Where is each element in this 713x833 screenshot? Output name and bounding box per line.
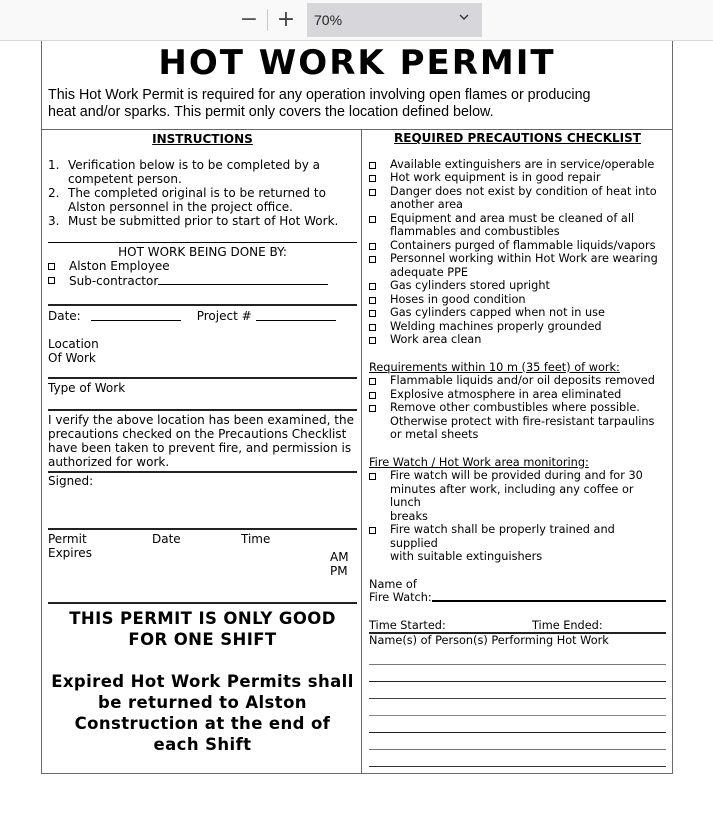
project-label: Project # [196,309,252,323]
item-text: with suitable extinguishers [390,550,543,563]
verification-text [48,413,357,469]
item-text: Gas cylinders capped when not in use [390,306,605,319]
precautions-checklist [369,158,666,347]
notice-line: each Shift [153,735,252,754]
notice-line: be returned to Alston [98,693,307,712]
checkbox-icon[interactable] [369,337,376,344]
checklist-item[interactable] [369,388,666,402]
divider [48,528,357,530]
am-pm-label [330,532,349,578]
item-number: 1. [48,158,60,172]
precautions-column [362,130,672,773]
item-text: or metal sheets [390,428,479,441]
instruction-item [48,158,357,186]
time-started-label: Time Started: [369,618,446,632]
checkbox-icon[interactable] [369,283,376,290]
expired-notice [48,671,357,755]
option-label: Alston Employee [69,259,170,273]
pdf-toolbar [0,0,713,41]
checkbox-icon[interactable] [369,189,376,196]
zoom-value: 70% [314,12,343,28]
checklist-item[interactable] [369,212,666,239]
expires-date-label: Date [152,532,181,546]
notice-line: Construction at the end of [74,714,331,733]
item-text: Danger does not exist by condition of heat into [390,184,657,198]
instructions-column [42,130,362,773]
intro-line: heat and/or sparks. This permit only covers the location defined below. [48,104,494,120]
checklist-item[interactable] [369,469,666,523]
time-row [369,619,666,633]
zoom-out-button[interactable]: − [239,7,259,32]
item-text: breaks [390,509,428,523]
item-text: adequate PPE [390,265,469,279]
checkbox-icon[interactable] [369,297,376,304]
date-row [48,309,357,323]
permit-expires-label [48,532,152,578]
item-text: another area [390,198,463,211]
zoom-select[interactable] [307,3,482,37]
item-text: Hot work equipment is in good repair [390,171,601,184]
checklist-item[interactable] [369,252,666,279]
checklist-item[interactable] [369,523,666,564]
notice-line: Expired Hot Work Permits shall [51,672,354,691]
instruction-item [48,186,357,214]
instruction-text: The completed original is to be returned to [68,186,326,200]
sub-contractor-field[interactable] [158,273,328,285]
instruction-text: Verification below is to be completed by a [68,158,320,172]
permit-expires-row [48,532,357,578]
checkbox-icon[interactable] [48,263,55,270]
item-text: Gas cylinders stored upright [390,279,550,292]
done-by-heading: HOT WORK BEING DONE BY: [118,245,287,259]
item-text: Remove other combustibles where possible. [390,401,640,414]
checkbox-icon[interactable] [369,392,376,399]
checkbox-icon[interactable] [369,378,376,385]
am-label: AM [330,550,349,564]
done-by-options [48,259,357,288]
option-sub-contractor[interactable] [48,273,357,288]
intro-text [42,83,672,130]
checkbox-icon[interactable] [369,310,376,317]
project-field[interactable] [256,309,336,321]
checkbox-icon[interactable] [369,243,376,250]
instruction-item [48,214,357,228]
label-text: Permit [48,532,87,546]
checklist-item[interactable] [369,293,666,307]
item-text: flammables and combustibles [390,225,560,238]
item-text: Hoses in good condition [390,292,526,306]
date-field[interactable] [91,309,181,321]
divider [48,242,357,243]
checkbox-icon[interactable] [369,256,376,263]
item-text: minutes after work, including any coffee or lunch [390,482,634,509]
name-line[interactable] [369,664,666,665]
label-text: Of Work [48,351,96,365]
item-number: 2. [48,186,60,200]
checklist-item[interactable] [369,171,666,185]
location-label [48,337,357,365]
checklist-item[interactable] [369,158,666,172]
page-title: HOT WORK PERMIT [158,43,556,83]
pm-label: PM [330,564,348,578]
checklist-item[interactable] [369,320,666,334]
precautions-heading: REQUIRED PRECAUTIONS CHECKLIST [394,131,641,145]
item-text: Otherwise protect with fire-resistant tarpaulins [390,414,655,428]
item-text: Fire watch will be provided during and for 30 [390,469,643,482]
divider [48,304,357,306]
item-text: Welding machines properly grounded [390,319,602,333]
checkbox-icon[interactable] [369,527,376,534]
verify-line: precautions checked on the Precautions Checklist [48,427,347,441]
name-line[interactable] [369,681,666,682]
fire-watch-checklist [369,469,666,564]
checkbox-icon[interactable] [48,277,55,284]
instruction-text: Alston personnel in the project office. [68,200,293,214]
checkbox-icon[interactable] [369,162,376,169]
expires-time-label: Time [241,532,271,546]
checkbox-icon[interactable] [369,473,376,480]
chevron-down-icon [458,11,470,23]
notice-line: FOR ONE SHIFT [128,630,277,649]
label-text: Location [48,337,99,351]
intro-line: This Hot Work Permit is required for any operation involving open flames or producing [48,87,591,103]
item-text: Available extinguishers are in service/operable [390,157,655,171]
fire-watch-name-field[interactable] [432,600,666,602]
permit-columns [42,130,672,773]
checkbox-icon[interactable] [369,175,376,182]
checklist-item[interactable] [369,279,666,293]
checklist-item[interactable] [369,401,666,442]
divider [48,471,357,473]
verify-line: have been taken to prevent fire, and permission is [48,441,352,455]
permit-page [41,41,673,774]
checklist-item[interactable] [369,306,666,320]
name-line[interactable] [369,698,666,699]
divider [48,377,357,379]
option-label: Sub-contractor [69,274,159,288]
name-of-label: Name of [369,577,417,591]
item-text: Flammable liquids and/or oil deposits removed [390,374,655,387]
name-line[interactable] [369,715,666,716]
notice-line: THIS PERMIT IS ONLY GOOD [69,609,336,628]
checklist-item[interactable] [369,374,666,388]
date-label: Date: [48,309,81,323]
checkbox-icon[interactable] [369,216,376,223]
one-shift-notice [48,608,357,650]
instruction-text: Must be submitted prior to start of Hot Work. [68,214,339,228]
instructions-heading: INSTRUCTIONS [152,132,253,146]
fire-watch-row [369,591,666,605]
zoom-in-button[interactable]: + [276,7,296,32]
item-number: 3. [48,214,60,228]
fire-watch-heading: Fire Watch / Hot Work area monitoring: [369,455,589,469]
requirements-heading: Requirements within 10 m (35 feet) of work: [369,360,620,374]
fire-watch-name-label: Fire Watch: [369,591,432,604]
checklist-item[interactable] [369,185,666,212]
item-text: Containers purged of flammable liquids/vapors [390,238,656,252]
item-text: Work area clean [390,333,482,346]
instructions-list [48,158,357,228]
requirements-checklist [369,374,666,442]
toolbar-separator [267,9,268,31]
item-text: Personnel working within Hot Work are wearing [390,252,658,265]
instruction-text: competent person. [68,172,182,186]
name-line[interactable] [369,749,666,750]
checkbox-icon[interactable] [369,324,376,331]
signed-label: Signed: [48,474,94,488]
time-ended-label: Time Ended: [532,618,603,632]
option-alston-employee[interactable] [48,259,357,273]
persons-label: Name(s) of Person(s) Performing Hot Work [369,634,609,647]
label-text: Expires [48,546,92,560]
verify-line: I verify the above location has been examined, the [48,413,354,427]
checklist-item[interactable] [369,239,666,253]
name-line[interactable] [369,732,666,733]
divider [48,602,357,604]
checkbox-icon[interactable] [369,405,376,412]
checklist-item[interactable] [369,333,666,347]
name-line[interactable] [369,766,666,767]
type-of-work-label: Type of Work [48,381,126,395]
item-text: Equipment and area must be cleaned of all [390,211,635,225]
item-text: Explosive atmosphere in area eliminated [390,387,622,401]
divider [48,409,357,411]
item-text: Fire watch shall be properly trained and supplied [390,523,615,550]
verify-line: authorized for work. [48,455,170,469]
